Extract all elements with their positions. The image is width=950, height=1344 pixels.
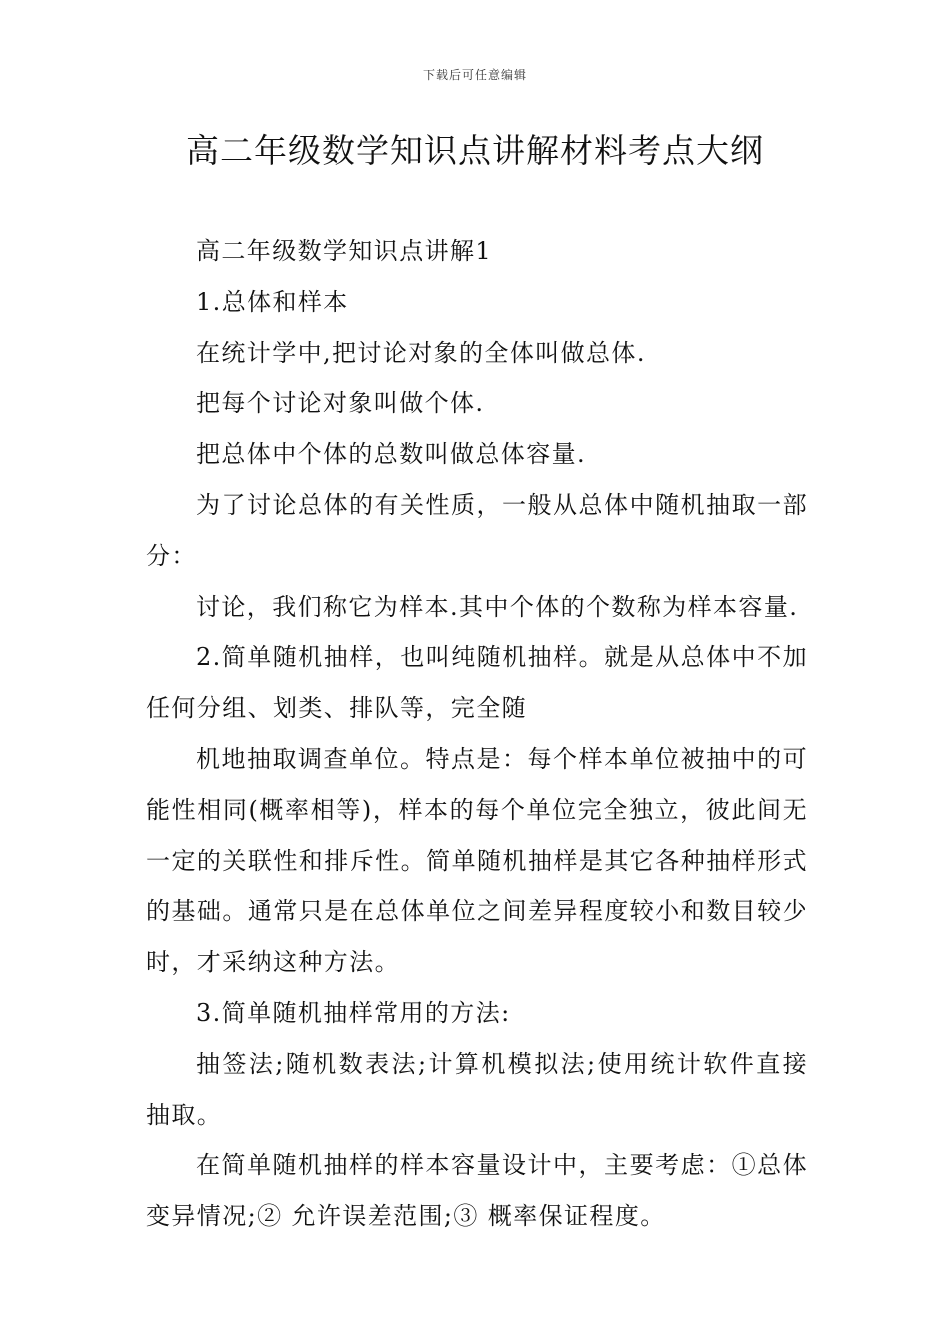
paragraph: 把总体中个体的总数叫做总体容量. — [196, 440, 587, 469]
paragraph: 把每个讨论对象叫做个体. — [196, 389, 485, 418]
document-body — [146, 226, 808, 1242]
paragraph: 在统计学中,把讨论对象的全体叫做总体. — [196, 338, 646, 367]
paragraph: 2.简单随机抽样，也叫纯随机抽样。就是从总体中不加任何分组、划类、排队等，完全随 — [146, 643, 808, 723]
paragraph-section-heading: 高二年级数学知识点讲解1 — [196, 237, 493, 265]
document-title: 高二年级数学知识点讲解材料考点大纲 — [186, 131, 764, 170]
paragraph-item-heading: 3.简单随机抽样常用的方法: — [196, 998, 511, 1027]
header-note: 下载后可任意编辑 — [422, 68, 527, 82]
paragraph: 机地抽取调查单位。特点是：每个样本单位被抽中的可能性相同(概率相等)，样本的每个单位完全独立，彼此间无一定的关联性和排斥性。简单随机抽样是其它各种抽样形式的基础。通常只是在总体单位之间差异程度较小和数目较少时，才采纳这种方法。 — [146, 744, 808, 977]
paragraph: 讨论，我们称它为样本.其中个体的个数称为样本容量. — [196, 592, 799, 621]
paragraph-item-heading: 1.总体和样本 — [196, 287, 349, 316]
paragraph: 抽签法;随机数表法;计算机模拟法;使用统计软件直接抽取。 — [146, 1049, 808, 1129]
paragraph: 为了讨论总体的有关性质，一般从总体中随机抽取一部分： — [146, 490, 808, 570]
paragraph: 在简单随机抽样的样本容量设计中，主要考虑：①总体变异情况;② 允许误差范围;③ 概率保证程度。 — [146, 1151, 808, 1231]
